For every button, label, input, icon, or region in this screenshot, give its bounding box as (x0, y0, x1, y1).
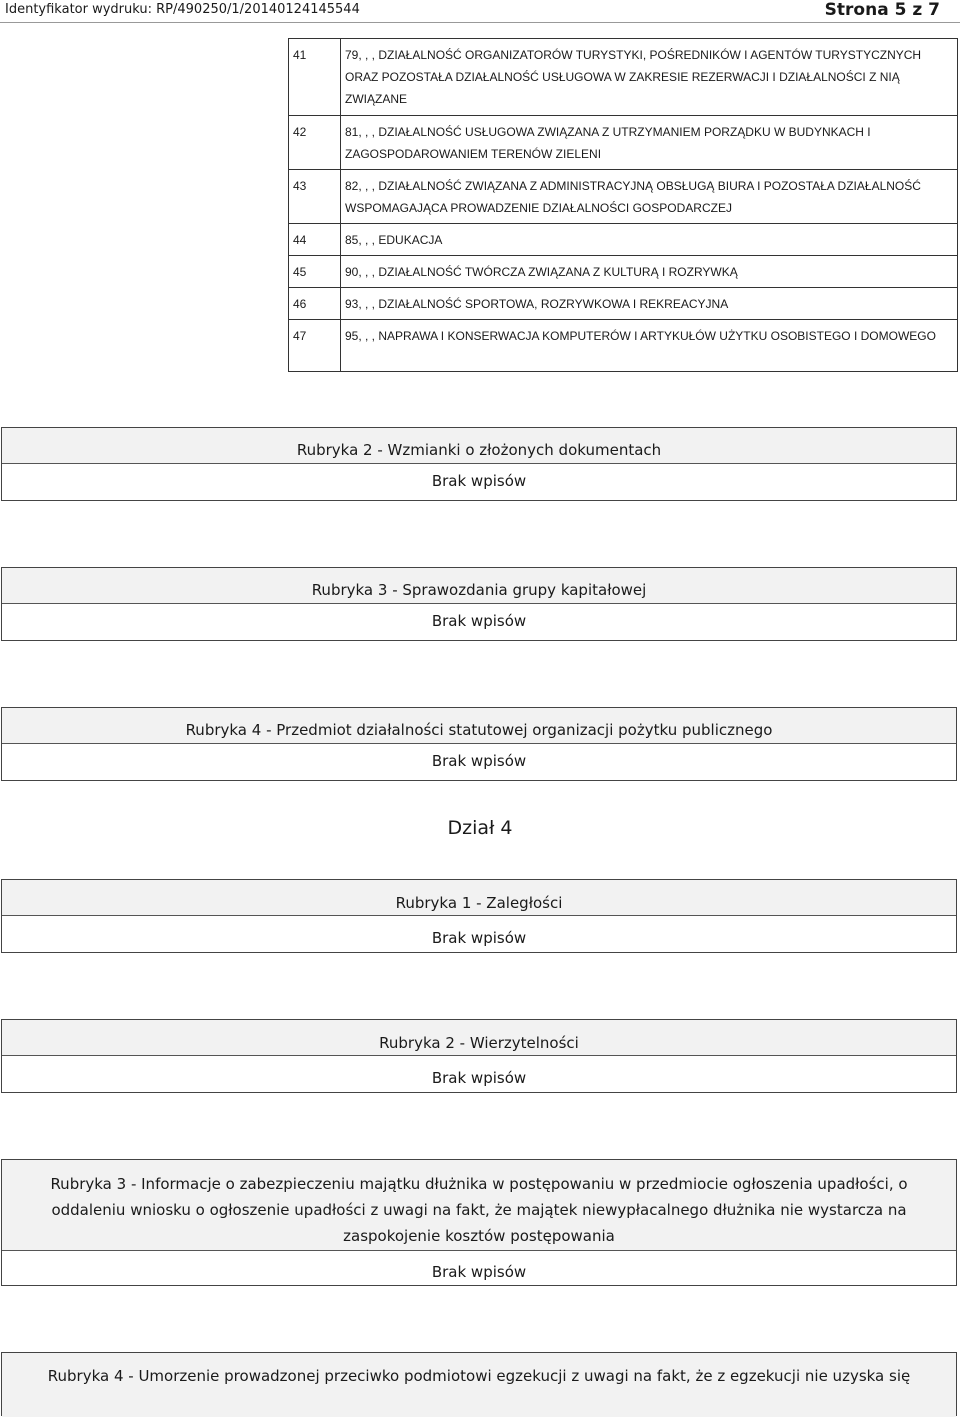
row-description-text: 85, , , EDUKACJA (345, 233, 443, 247)
row-number (289, 116, 341, 170)
row-number-text: 45 (293, 265, 307, 279)
row-number (289, 288, 341, 320)
table-row (289, 170, 958, 224)
section-title: Rubryka 2 - Wierzytelności (2, 1020, 956, 1056)
table-row (289, 288, 958, 320)
section-d4-rubryka2-wierzytelnosci (1, 1019, 957, 1093)
dzial-4-heading: Dział 4 (447, 817, 513, 839)
row-description-text: 93, , , DZIAŁALNOŚĆ SPORTOWA, ROZRYWKOWA I REKREACYJNA (345, 297, 729, 311)
section-title-line: oddaleniu wniosku o ogłoszenie upadłości z uwagi na fakt, że majątek niewypłacalnego dłużnika nie wystarcza na (51, 1201, 907, 1219)
section-d4-rubryka1-zaleglosci (1, 879, 957, 953)
row-number-text: 41 (293, 48, 307, 62)
row-description-text: 81, , , DZIAŁALNOŚĆ USŁUGOWA ZWIĄZANA Z UTRZYMANIEM PORZĄDKU W BUDYNKACH I ZAGOSPODAROWANIEM TERENÓW ZIELENI (345, 125, 871, 161)
table-row (289, 320, 958, 372)
section-d4-rubryka4-umorzenie (1, 1352, 957, 1416)
section-body: Brak wpisów (431, 1069, 527, 1087)
row-number-text: 43 (293, 179, 307, 193)
row-description (341, 288, 958, 320)
row-number-text: 42 (293, 125, 307, 139)
row-number-text: 44 (293, 233, 307, 247)
row-description-text: 82, , , DZIAŁALNOŚĆ ZWIĄZANA Z ADMINISTRACYJNĄ OBSŁUGĄ BIURA I POZOSTAŁA DZIAŁALNOŚĆ WSPOMAGAJĄCA PROWADZENIE DZIAŁALNOŚCI GOSPODARCZEJ (345, 179, 921, 215)
row-number (289, 320, 341, 372)
table-row (289, 39, 958, 116)
print-identifier: Identyfikator wydruku: RP/490250/1/20140124145544 (5, 2, 360, 17)
page-number: Strona 5 z 7 (824, 0, 940, 20)
row-description (341, 320, 958, 372)
section-d4-rubryka3-zabezpieczenie (1, 1159, 957, 1286)
row-number (289, 39, 341, 116)
row-number (289, 256, 341, 288)
table-row (289, 256, 958, 288)
row-number-text: 47 (293, 329, 307, 343)
section-body: Brak wpisów (431, 472, 527, 490)
table-row (289, 224, 958, 256)
row-description-text: 79, , , DZIAŁALNOŚĆ ORGANIZATORÓW TURYSTYKI, POŚREDNIKÓW I AGENTÓW TURYSTYCZNYCH ORAZ POZOSTAŁA DZIAŁALNOŚĆ USŁUGOWA W ZAKRESIE REZERWACJI I DZIAŁALNOŚCI Z NIĄ ZWIĄZANE (345, 48, 922, 106)
row-description (341, 224, 958, 256)
section-rubryka3-sprawozdania (1, 567, 957, 641)
section-title: Rubryka 4 - Przedmiot działalności statutowej organizacji pożytku publicznego (2, 708, 956, 744)
section-body: Brak wpisów (431, 752, 527, 770)
row-number-text: 46 (293, 297, 307, 311)
section-title (2, 1160, 956, 1251)
table-row (289, 116, 958, 170)
section-body: Brak wpisów (431, 929, 527, 947)
row-description (341, 39, 958, 116)
row-description (341, 116, 958, 170)
row-description-text: 95, , , NAPRAWA I KONSERWACJA KOMPUTERÓW I ARTYKUŁÓW UŻYTKU OSOBISTEGO I DOMOWEGO (345, 329, 936, 343)
section-title: Rubryka 2 - Wzmianki o złożonych dokumentach (2, 428, 956, 464)
section-title: Rubryka 4 - Umorzenie prowadzonej przeciwko podmiotowi egzekucji z uwagi na fakt, że z egzekucji nie uzyska się (2, 1353, 956, 1417)
section-title-line: zaspokojenie kosztów postępowania (343, 1227, 615, 1245)
row-description-text: 90, , , DZIAŁALNOŚĆ TWÓRCZA ZWIĄZANA Z KULTURĄ I ROZRYWKĄ (345, 265, 738, 279)
page-header (0, 0, 960, 23)
section-title: Rubryka 3 - Sprawozdania grupy kapitałowej (2, 568, 956, 604)
row-number (289, 224, 341, 256)
section-rubryka4-opp (1, 707, 957, 781)
row-number (289, 170, 341, 224)
pkd-activity-table (288, 38, 958, 372)
section-rubryka2-wzmianki (1, 427, 957, 501)
section-title: Rubryka 1 - Zaległości (2, 880, 956, 916)
section-title-line: Rubryka 3 - Informacje o zabezpieczeniu majątku dłużnika w postępowaniu w przedmiocie ogłoszenia upadłości, o (50, 1175, 908, 1193)
row-description (341, 256, 958, 288)
section-body: Brak wpisów (431, 1263, 527, 1281)
section-body: Brak wpisów (431, 612, 527, 630)
row-description (341, 170, 958, 224)
